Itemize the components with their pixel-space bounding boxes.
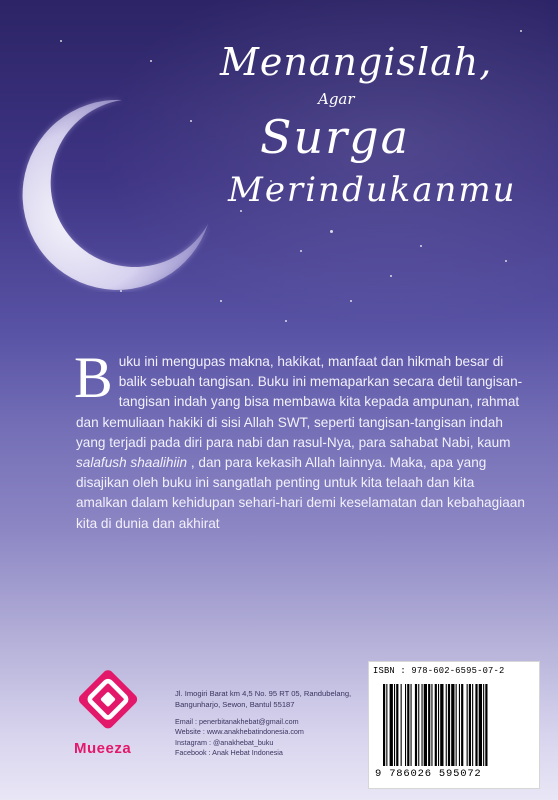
- barcode-icon: [381, 684, 531, 766]
- book-synopsis: [74, 345, 526, 534]
- title-line-1: Menangislah,: [220, 40, 493, 84]
- publisher-contacts: [175, 717, 395, 759]
- contact-website: Website : www.anakhebatindonesia.com: [175, 727, 304, 737]
- crescent-moon-icon: [10, 92, 210, 292]
- title-line-3: Surga: [260, 110, 410, 164]
- drop-cap: B: [74, 345, 113, 410]
- synopsis-text-part-1: uku ini mengupas makna, hakikat, manfaat dan hikmah besar di balik sebuah tangisan. Buku ini memaparkan secara detil tangisan-tangisan indah yang bisa membawa kita kepada ampunan, rahmat dan kemuliaan hakiki di sisi Allah SWT, seperti tangisan-tangisan indah yang terjadi pada diri para nabi dan rasul-Nya, para sahabat Nabi, kaum: [76, 354, 523, 450]
- title-line-4: Merindukanmu: [228, 170, 517, 210]
- isbn-barcode-box: [368, 661, 540, 789]
- address-line-1: Jl. Imogiri Barat km 4,5 No. 95 RT 05, Randubelang,: [175, 689, 352, 698]
- isbn-label: ISBN : 978-602-6595-07-2: [373, 666, 505, 676]
- contact-instagram: Instagram : @anakhebat_buku: [175, 737, 274, 747]
- publisher-logo-icon: [68, 666, 148, 740]
- synopsis-italic-term: salafush shaalihiin: [76, 455, 188, 471]
- contact-email: Email : penerbitanakhebat@gmail.com: [175, 717, 299, 726]
- address-line-2: Bangunharjo, Sewon, Bantul 55187: [175, 700, 295, 709]
- contact-facebook: Facebook : Anak Hebat Indonesia: [175, 748, 283, 758]
- synopsis-text-part-2: , dan para kekasih Allah lainnya. Maka, apa yang disajikan oleh buku ini sangatlah penting untuk kita telaah dan kita amalkan dalam kehidupan sehari-hari demi keselamatan dan kebahagiaan kita di dunia dan akhirat: [76, 455, 525, 531]
- publisher-address: [175, 688, 375, 710]
- isbn-barcode-digits: 9 786026 595072: [375, 768, 482, 780]
- publisher-name: Mueeza: [74, 740, 132, 757]
- title-line-2: Agar: [318, 90, 355, 108]
